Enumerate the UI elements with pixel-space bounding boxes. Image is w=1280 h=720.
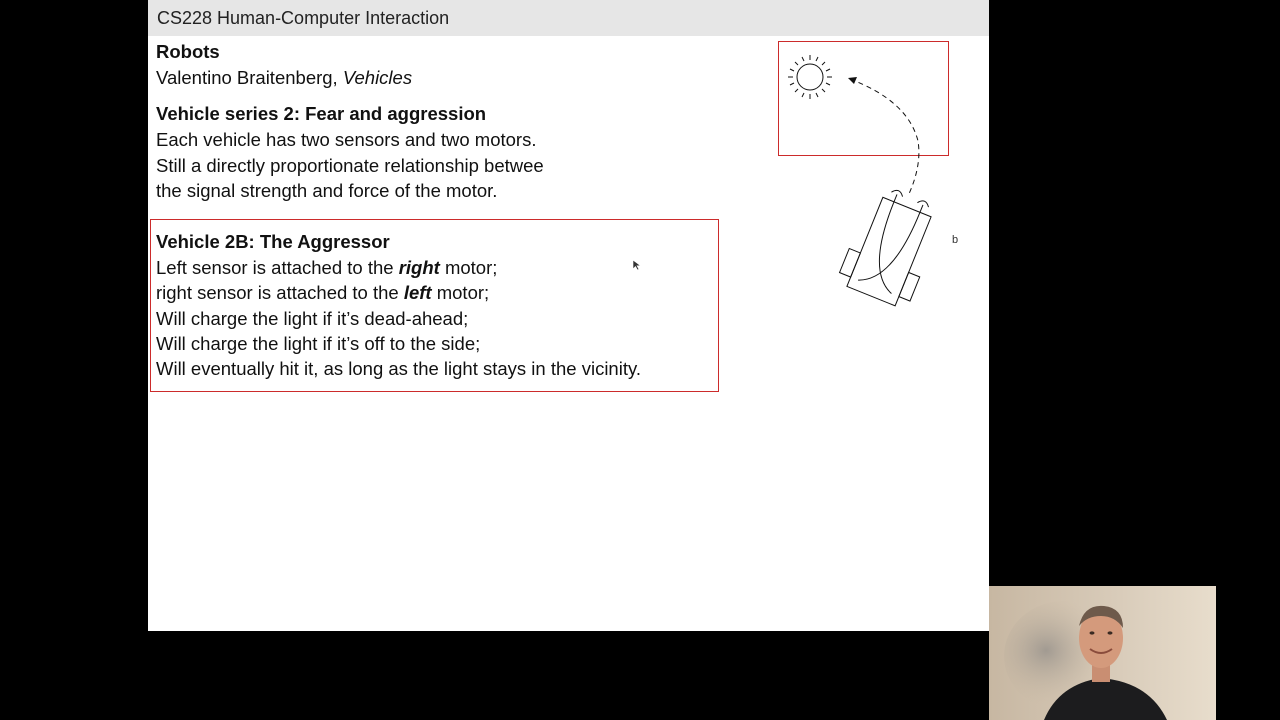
series-line-1: Each vehicle has two sensors and two motors.: [156, 129, 537, 150]
series-line-2: Still a directly proportionate relationship betwee: [156, 155, 544, 176]
section-heading-robots: Robots: [156, 41, 220, 62]
aggressor-line-3: Will charge the light if it’s dead-ahead;: [156, 308, 469, 329]
vehicle-2b-diagram: [778, 41, 968, 331]
aggressor-line-2: [156, 282, 489, 304]
aggressor-line-5: Will eventually hit it, as long as the light stays in the vicinity.: [156, 358, 641, 379]
line2-emphasis: left: [403, 282, 432, 303]
mouse-cursor-icon: [632, 259, 642, 271]
author-line: [156, 67, 412, 89]
line1-text: Left sensor is attached to the: [156, 257, 399, 278]
presenter-webcam: [989, 586, 1216, 720]
book-title: Vehicles: [342, 67, 413, 88]
line2-text: right sensor is attached to the: [156, 282, 404, 303]
line2-suffix: motor;: [431, 282, 490, 303]
slide-header: [148, 0, 989, 36]
vehicle-figure: [778, 41, 968, 331]
author-name: Valentino Braitenberg,: [156, 67, 338, 88]
line1-suffix: motor;: [439, 257, 498, 278]
aggressor-heading: Vehicle 2B: The Aggressor: [156, 231, 390, 252]
aggressor-line-1: [156, 257, 497, 279]
aggressor-box: [150, 219, 719, 392]
figure-label: b: [952, 234, 959, 246]
series-heading: Vehicle series 2: Fear and aggression: [156, 103, 487, 124]
series-line-3: the signal strength and force of the motor.: [156, 180, 498, 201]
aggressor-line-4: Will charge the light if it’s off to the side;: [156, 333, 481, 354]
sun-icon: [788, 55, 832, 99]
line1-emphasis: right: [398, 257, 440, 278]
presenter-video: [989, 586, 1216, 720]
course-title: CS228 Human-Computer Interaction: [157, 8, 450, 28]
